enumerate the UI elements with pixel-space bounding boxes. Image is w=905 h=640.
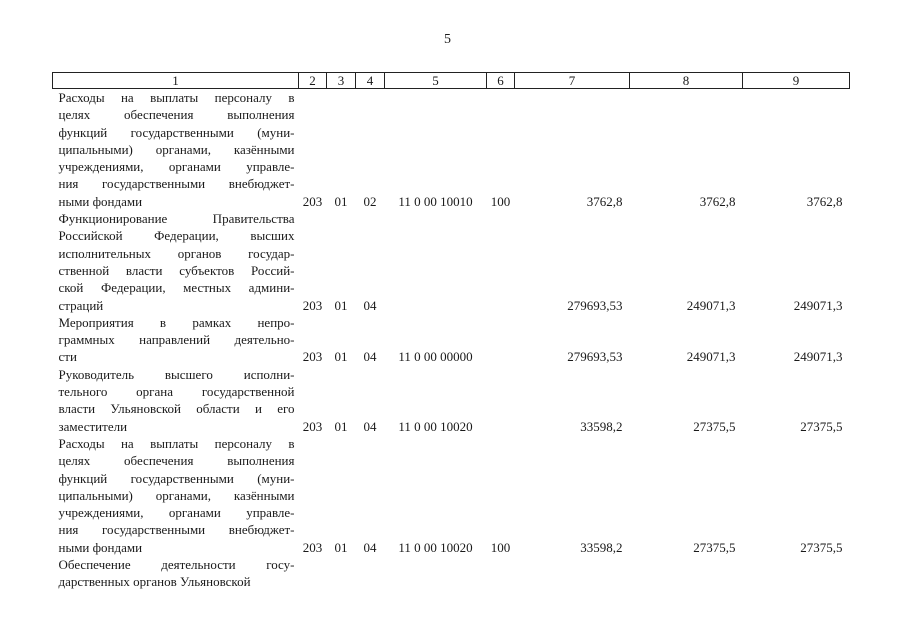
row-description — [53, 314, 299, 366]
description-line: Российской Федерации, высших — [58, 228, 295, 244]
amount-col-7: 279693,53 — [567, 297, 623, 313]
target-article-code: 11 0 00 10020 — [398, 539, 473, 555]
description-line: ния государственными внебюджет- — [58, 176, 295, 192]
amount-col-9 — [743, 556, 850, 591]
amount-col-7: 3762,8 — [586, 193, 623, 209]
expense-type-code: 100 — [490, 539, 511, 555]
description-line: функций государственными (муни- — [58, 124, 295, 140]
description-line: тельного органа государственной — [58, 384, 295, 400]
description-line: Расходы на выплаты персоналу в — [58, 435, 295, 451]
expense-type-code — [487, 314, 515, 366]
description-line: Мероприятия в рамках непро- — [58, 314, 295, 330]
header-col-4: 4 — [356, 73, 385, 89]
expense-type-code: 100 — [490, 193, 511, 209]
admin-code: 203 — [302, 297, 323, 313]
description-line: власти Ульяновской области и его — [58, 401, 295, 417]
admin-code: 203 — [302, 418, 323, 434]
section-code: 01 — [334, 539, 348, 555]
description-line: дарственных органов Ульяновской — [58, 574, 251, 590]
subsection-code: 02 — [363, 193, 377, 209]
header-col-3: 3 — [327, 73, 356, 89]
description-line: исполнительных органов государ- — [58, 245, 295, 261]
description-line: сти — [58, 349, 77, 365]
description-line: страций — [58, 297, 104, 313]
target-article-code: 11 0 00 10010 — [398, 193, 473, 209]
description-line: Обеспечение деятельности госу- — [58, 557, 295, 573]
subsection-code: 04 — [363, 297, 377, 313]
section-code: 01 — [334, 349, 348, 365]
page-number: 5 — [444, 32, 451, 47]
section-code — [327, 556, 356, 591]
amount-col-9: 249071,3 — [793, 349, 843, 365]
row-description — [53, 366, 299, 435]
admin-code: 203 — [302, 539, 323, 555]
amount-col-8: 249071,3 — [686, 349, 736, 365]
description-line: учреждениями, органами управле- — [58, 159, 295, 175]
amount-col-7: 279693,53 — [567, 349, 623, 365]
description-line: ской Федерации, местных админи- — [58, 280, 295, 296]
header-col-2: 2 — [299, 73, 327, 89]
description-line: ными фондами — [58, 539, 143, 555]
amount-col-9: 27375,5 — [800, 539, 843, 555]
header-col-6: 6 — [487, 73, 515, 89]
expense-type-code — [487, 556, 515, 591]
amount-col-8 — [630, 556, 743, 591]
description-line: ципальными) органами, казёнными — [58, 141, 295, 157]
description-line: заместители — [58, 418, 128, 434]
description-line: Функционирование Правительства — [58, 211, 295, 227]
amount-col-7: 33598,2 — [580, 418, 623, 434]
admin-code: 203 — [302, 349, 323, 365]
target-article-code: 11 0 00 10020 — [398, 418, 473, 434]
description-line: граммных направлений деятельно- — [58, 332, 295, 348]
subsection-code: 04 — [363, 539, 377, 555]
budget-table — [52, 72, 850, 591]
description-line: целях обеспечения выполнения — [58, 107, 295, 123]
subsection-code — [356, 556, 385, 591]
target-article-code — [385, 556, 487, 591]
amount-col-7: 33598,2 — [580, 539, 623, 555]
header-col-1: 1 — [53, 73, 299, 89]
table-row — [53, 210, 850, 314]
description-line: ния государственными внебюджет- — [58, 522, 295, 538]
header-col-7: 7 — [515, 73, 630, 89]
target-article-code — [385, 210, 487, 314]
section-code: 01 — [334, 418, 348, 434]
description-line: Руководитель высшего исполни- — [58, 366, 295, 382]
description-line: Расходы на выплаты персоналу в — [58, 90, 295, 105]
row-description — [53, 435, 299, 556]
section-code: 01 — [334, 297, 348, 313]
header-col-5: 5 — [385, 73, 487, 89]
expense-type-code — [487, 210, 515, 314]
table-row — [53, 435, 850, 556]
amount-col-9: 3762,8 — [806, 193, 843, 209]
subsection-code: 04 — [363, 418, 377, 434]
description-line: ственной власти субъектов Россий- — [58, 262, 295, 278]
table-row — [53, 556, 850, 591]
amount-col-8: 3762,8 — [699, 193, 736, 209]
table-header — [53, 73, 850, 89]
expense-type-code — [487, 366, 515, 435]
target-article-code: 11 0 00 00000 — [398, 349, 473, 365]
header-col-8: 8 — [630, 73, 743, 89]
description-line: учреждениями, органами управле- — [58, 505, 295, 521]
row-description — [53, 210, 299, 314]
description-line: ципальными) органами, казёнными — [58, 487, 295, 503]
description-line: целях обеспечения выполнения — [58, 453, 295, 469]
table-row — [53, 366, 850, 435]
amount-col-8: 27375,5 — [693, 418, 736, 434]
admin-code: 203 — [302, 193, 323, 209]
amount-col-9: 27375,5 — [800, 418, 843, 434]
row-description — [53, 89, 299, 211]
subsection-code: 04 — [363, 349, 377, 365]
amount-col-8: 27375,5 — [693, 539, 736, 555]
amount-col-9: 249071,3 — [793, 297, 843, 313]
table-body — [53, 89, 850, 591]
amount-col-8: 249071,3 — [686, 297, 736, 313]
header-col-9: 9 — [743, 73, 850, 89]
row-description — [53, 556, 299, 591]
table-row — [53, 89, 850, 211]
section-code: 01 — [334, 193, 348, 209]
admin-code — [299, 556, 327, 591]
table-row — [53, 314, 850, 366]
description-line: функций государственными (муни- — [58, 470, 295, 486]
description-line: ными фондами — [58, 193, 143, 209]
amount-col-7 — [515, 556, 630, 591]
